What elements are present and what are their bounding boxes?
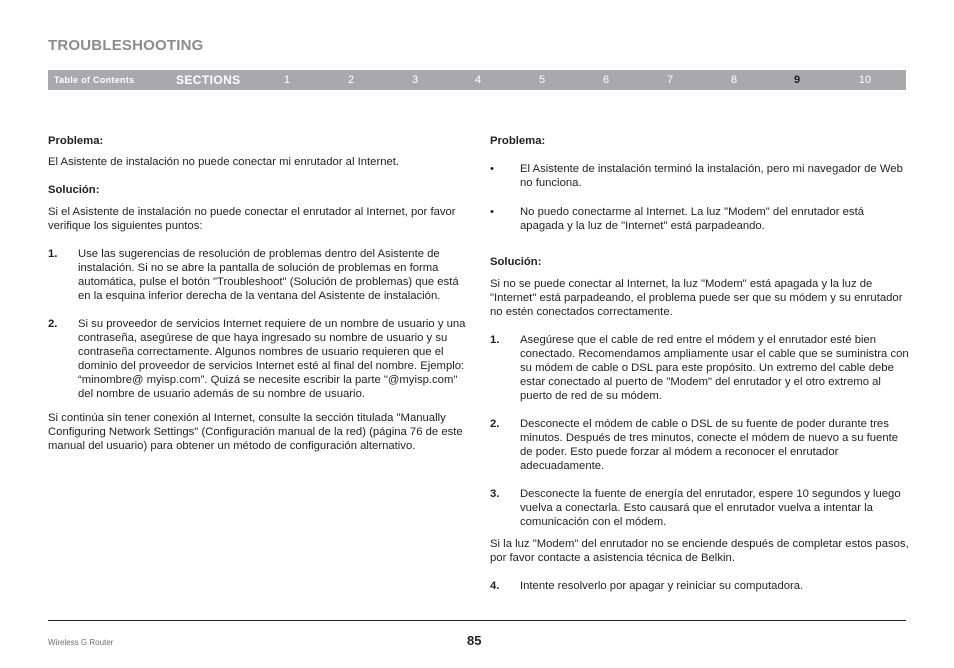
section-link-3[interactable]: 3 — [411, 74, 419, 86]
step-text: Si su proveedor de servicios Internet requiere de un nombre de usuario y una contraseña, asegúrese de que haya ingresado su nombre de usuario y su contraseña correctamente. Algunos nombres de usuario requieren que el dominio del proveedor de servicios Internet esté al final del nombre. Ejemplo: “minombre@ myisp.com”. Quizá se necesite escribir la parte "@myisp.com" del nombre de usuario además de su nombre de usuario. — [78, 318, 466, 400]
bullet-text: No puedo conectarme al Internet. La luz "Modem" del enrutador está apagada y la luz de "Internet" está parpadeando. — [520, 206, 864, 232]
section-link-4[interactable]: 4 — [474, 74, 482, 86]
step-number: 3. — [490, 488, 500, 500]
step-number: 1. — [490, 334, 500, 346]
solution-intro: Si el Asistente de instalación no puede conectar el enrutador al Internet, por favor verifique los siguientes puntos: — [48, 206, 456, 232]
bullet-mark: • — [490, 163, 494, 175]
footer-divider — [48, 620, 906, 621]
table-of-contents-link[interactable]: Table of Contents — [54, 75, 135, 85]
list-item — [490, 333, 910, 403]
section-link-10[interactable]: 10 — [858, 74, 872, 86]
section-link-7[interactable]: 7 — [666, 74, 674, 86]
list-item — [490, 205, 910, 233]
sections-label: SECTIONS — [176, 73, 241, 87]
solution-heading: Solución: — [48, 184, 100, 196]
step-text: Desconecte el módem de cable o DSL de su fuente de poder durante tres minutos. Después de tres minutos, conecte el módem de nuevo a su fuente de poder. Esto puede forzar al módem a reconocer el enrutador adecuadamente. — [520, 418, 899, 472]
right-column — [490, 134, 910, 593]
step-text: Intente resolverlo por apagar y reiniciar su computadora. — [520, 580, 804, 592]
step-number: 2. — [490, 418, 500, 430]
list-item — [490, 417, 910, 473]
step-text: Desconecte la fuente de energía del enrutador, espere 10 segundos y luego vuelva a conectarla. Esto causará que el enrutador vuelva a intentar la comunicación con el módem. — [520, 488, 901, 528]
section-link-1[interactable]: 1 — [283, 74, 291, 86]
bullet-text: El Asistente de instalación terminó la instalación, pero mi navegador de Web no funciona. — [520, 163, 903, 189]
list-item — [490, 487, 910, 529]
list-item — [490, 579, 910, 593]
footer-product-name: Wireless G Router — [48, 638, 114, 647]
step-text: Asegúrese que el cable de red entre el módem y el enrutador esté bien conectado. Recomendamos ampliamente usar el cable que se suministra con su módem de cable o DSL para este propósito. Un extremo del cable debe estar conectado al puerto de "Modem" del enrutador y el otro extremo al puerto de red de su módem. — [520, 334, 909, 402]
section-link-8[interactable]: 8 — [730, 74, 738, 86]
section-nav-bar — [48, 70, 906, 90]
problem-heading: Problema: — [48, 135, 104, 147]
list-item — [490, 162, 910, 190]
step-number: 4. — [490, 580, 500, 592]
section-link-9-active[interactable]: 9 — [793, 74, 801, 86]
page-section-title: TROUBLESHOOTING — [48, 37, 204, 54]
note-paragraph: Si la luz "Modem" del enrutador no se enciende después de completar estos pasos, por favor contacte a asistencia técnica de Belkin. — [490, 538, 909, 564]
section-link-5[interactable]: 5 — [538, 74, 546, 86]
solution-intro: Si no se puede conectar al Internet, la luz "Modem" está apagada y la luz de "Internet" está parpadeando, el problema puede ser que su módem y su enrutador no estén conectados correctamente. — [490, 278, 903, 318]
step-number: 2. — [48, 318, 58, 330]
step-text: Use las sugerencias de resolución de problemas dentro del Asistente de instalación. Si no se abre la pantalla de solución de problemas en forma automática, pulse el botón "Troubleshoot" (Solución de problemas) que está en la esquina inferior derecha de la ventana del Asistente de instalación. — [78, 248, 459, 302]
step-number: 1. — [48, 248, 58, 260]
left-column — [48, 134, 468, 453]
bullet-mark: • — [490, 206, 494, 218]
solution-heading: Solución: — [490, 256, 542, 268]
section-link-6[interactable]: 6 — [602, 74, 610, 86]
problem-heading: Problema: — [490, 135, 546, 147]
section-link-2[interactable]: 2 — [347, 74, 355, 86]
list-item — [48, 247, 468, 303]
closing-paragraph: Si continúa sin tener conexión al Internet, consulte la sección titulada "Manually Configuring Network Settings" (Configuración manual de la red) (página 76 de este manual del usuario) para obtener un método de configuración alternativo. — [48, 412, 463, 452]
list-item — [48, 317, 468, 401]
page-number: 85 — [467, 633, 482, 648]
problem-text: El Asistente de instalación no puede conectar mi enrutador al Internet. — [48, 156, 400, 168]
